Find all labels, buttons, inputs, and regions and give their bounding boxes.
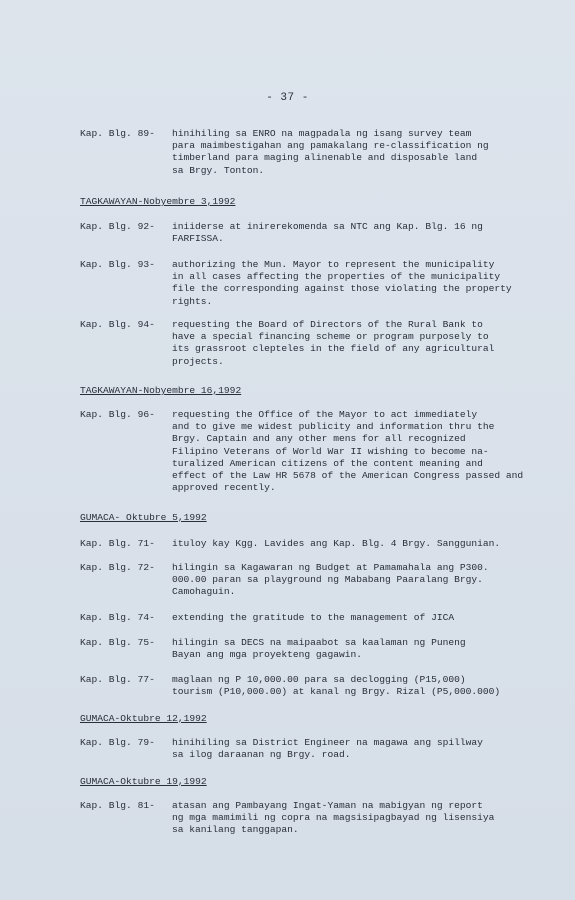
resolution-entry [80,674,552,698]
resolution-text: atasan ang Pambayang Ingat-Yaman na mabigyan ng report ng mga mamimili ng copra na magsisipagbayad ng lisensiya sa kanilang tanggapan. [172,800,495,836]
resolution-label: Kap. Blg. 81- [80,800,155,811]
resolution-entry [80,319,552,368]
resolution-label: Kap. Blg. 94- [80,319,155,330]
resolution-label: Kap. Blg. 96- [80,409,155,420]
section-heading: TAGKAWAYAN-Nobyembre 16,1992 [80,385,242,396]
resolution-text: hilingin sa DECS na maipaabot sa kaalaman ng Puneng Bayan ang mga proyekteng gagawin. [172,637,466,661]
resolution-entry [80,538,552,550]
resolution-label: Kap. Blg. 79- [80,737,155,748]
resolution-text: hinihiling sa ENRO na magpadala ng isang survey team para maimbestigahan ang pamakalang re-classification ng timberland para maging alinenable and disposable land sa Brgy. Tonton. [172,128,489,176]
resolution-text: extending the gratitude to the management of JICA [172,612,455,623]
resolution-entry [80,562,552,599]
resolution-text: iniiderse at inirerekomenda sa NTC ang Kap. Blg. 16 ng FARFISSA. [172,221,483,245]
resolution-label: Kap. Blg. 77- [80,674,155,685]
resolution-entry [80,259,552,308]
resolution-label: Kap. Blg. 74- [80,612,155,623]
resolution-entry [80,409,552,494]
resolution-label: Kap. Blg. 92- [80,221,155,232]
resolution-entry [80,221,552,245]
section-heading: TAGKAWAYAN-Nobyembre 3,1992 [80,196,236,207]
resolution-entry [80,128,552,177]
resolution-entry [80,637,552,661]
resolution-text: hinihiling sa District Engineer na magawa ang spillway sa ilog daraanan ng Brgy. road. [172,737,483,761]
resolution-entry [80,612,552,624]
resolution-label: Kap. Blg. 71- [80,538,155,549]
resolution-entry [80,737,552,761]
resolution-text: ituloy kay Kgg. Lavides ang Kap. Blg. 4 Brgy. Sanggunian. [172,538,501,549]
resolution-text: authorizing the Mun. Mayor to represent the municipality in all cases affecting the properties of the municipality file the corresponding against those violating the property rights. [172,259,512,307]
resolution-label: Kap. Blg. 89- [80,128,155,139]
resolution-text: maglaan ng P 10,000.00 para sa declogging (P15,000) tourism (P10,000.00) at kanal ng Brgy. Rizal (P5,000.000) [172,674,501,698]
resolution-text: requesting the Board of Directors of the Rural Bank to have a special financing scheme or program purposely to its grassroot clepteles in the field of any agricultural projects. [172,319,495,367]
resolution-entry [80,800,552,837]
resolution-label: Kap. Blg. 72- [80,562,155,573]
resolution-text: hilingin sa Kagawaran ng Budget at Pamamahala ang P300. 000.00 paran sa playground ng Mababang Paaralang Brgy. Camohaguin. [172,562,489,598]
resolution-label: Kap. Blg. 75- [80,637,155,648]
section-heading: GUMACA-Oktubre 19,1992 [80,776,207,787]
page-number: - 37 - [266,92,309,104]
section-heading: GUMACA- Oktubre 5,1992 [80,512,207,523]
resolution-label: Kap. Blg. 93- [80,259,155,270]
section-heading: GUMACA-Oktubre 12,1992 [80,713,207,724]
resolution-text: requesting the Office of the Mayor to act immediately and to give me widest publicity and information thru the Brgy. Captain and any other mens for all recognized Filipino Veterans of World War II wishing to become na- turalized American citizens of the content meaning and effect of the Law HR 5678 of the American Congress passed and approved recently. [172,409,524,494]
